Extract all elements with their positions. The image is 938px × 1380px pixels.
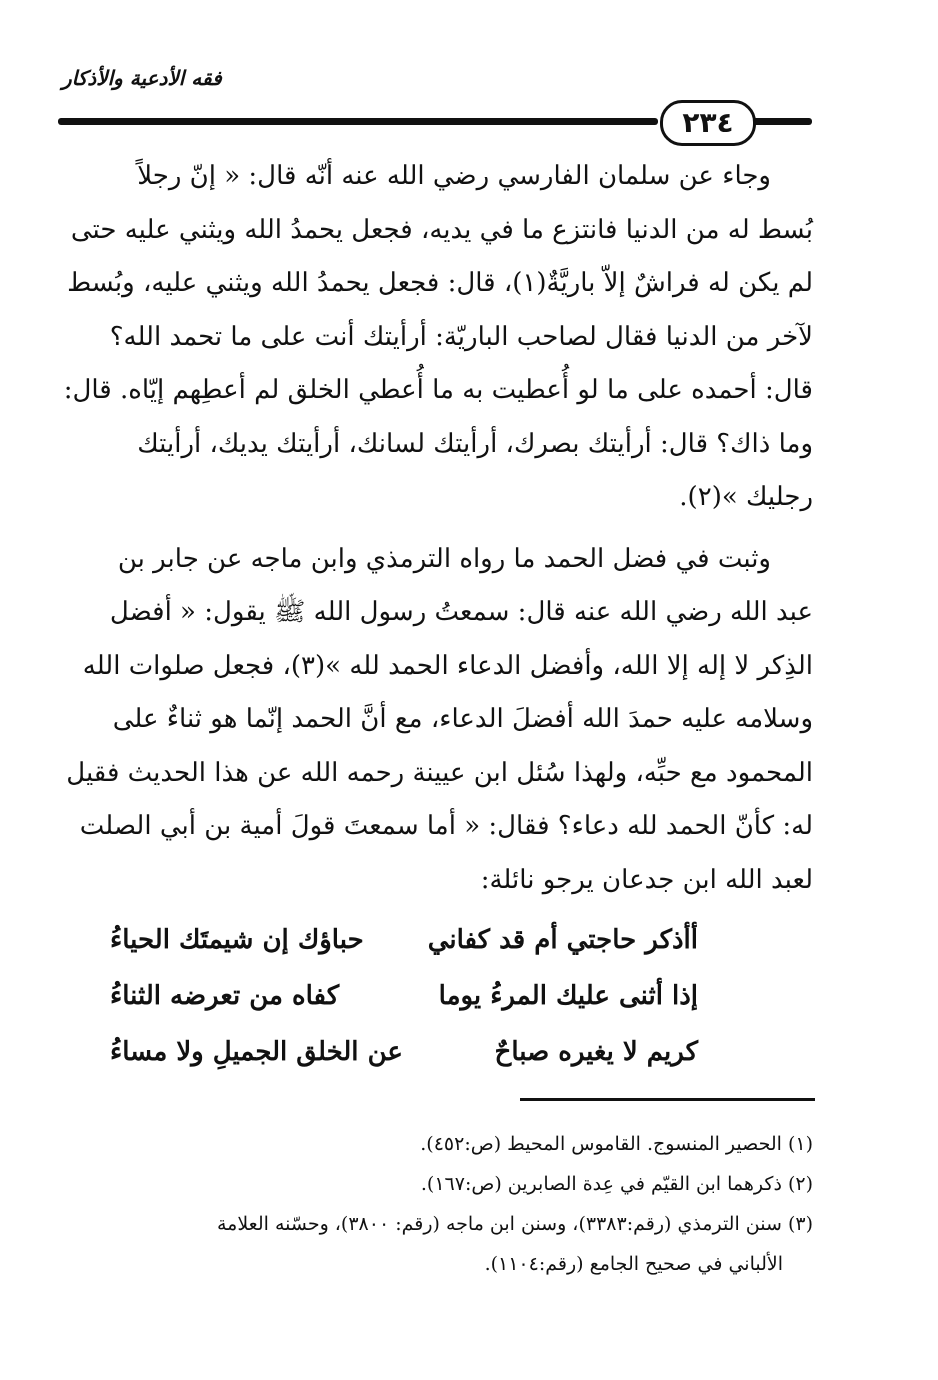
poem-verse xyxy=(110,968,698,1024)
footnote-continuation: الألباني في صحيح الجامع (رقم:١١٠٤). xyxy=(484,1253,783,1275)
footnote: (١) الحصير المنسوج. القاموس المحيط (ص:٤٥٢). xyxy=(420,1133,813,1155)
text-line: عبد الله رضي الله عنه قال: سمعتُ رسول الله ﷺ يقول: « أفضل xyxy=(109,597,813,627)
text-line: الذِكر لا إله إلا الله، وأفضل الدعاء الحمد لله »(٣)، فجعل صلوات الله xyxy=(82,650,813,681)
poem-verse xyxy=(110,1024,698,1080)
footnote-separator xyxy=(520,1098,815,1101)
header-rule-right xyxy=(752,118,812,125)
verse-second-hemistich: عن الخلق الجميلِ ولا مساءُ xyxy=(110,1037,403,1067)
text-line: وما ذاك؟ قال: أرأيتك بصرك، أرأيتك لسانك، أرأيتك يديك، أرأيتك xyxy=(137,428,813,459)
text-line: لم يكن له فراشٌ إلاّ باريَّةٌ(١)، قال: فجعل يحمدُ الله ويثني عليه، وبُسط xyxy=(67,268,813,298)
verse-first-hemistich: أأذكر حاجتي أم قد كفاني xyxy=(427,925,698,955)
footnote: (٣) سنن الترمذي (رقم:٣٣٨٣)، وسنن ابن ماجه (رقم: ٣٨٠٠)، وحسّنه العلامة xyxy=(216,1213,813,1235)
main-text xyxy=(55,150,813,907)
poem xyxy=(110,912,698,1080)
text-line: المحمود مع حبِّه، ولهذا سُئل ابن عيينة رحمه الله عن هذا الحديث فقيل xyxy=(66,757,813,788)
text-line: قال: أحمده على ما لو أُعطيت به ما أُعطي الخلق لم أعطِهم إيّاه. قال: xyxy=(63,375,813,405)
footnotes xyxy=(55,1124,813,1284)
verse-first-hemistich: إذا أثنى عليك المرءُ يوما xyxy=(438,981,698,1011)
text-line: رجليك »(٢). xyxy=(679,482,813,512)
text-line: بُسط له من الدنيا فانتزع ما في يديه، فجعل يحمدُ الله ويثني عليه حتى xyxy=(70,214,813,245)
text-line: وثبت في فضل الحمد ما رواه الترمذي وابن ماجه عن جابر بن xyxy=(117,543,771,574)
text-line: وسلامه عليه حمدَ الله أفضلَ الدعاء، مع أنَّ الحمد إنّما هو ثناءٌ على xyxy=(112,704,813,734)
poem-verse xyxy=(110,912,698,968)
text-line: لآخر من الدنيا فقال لصاحب الباريّة: أرأيتك أنت على ما تحمد الله؟ xyxy=(109,321,813,352)
verse-first-hemistich: كريم لا يغيره صباحٌ xyxy=(494,1037,698,1067)
text-line: لعبد الله ابن جدعان يرجو نائلة: xyxy=(480,864,813,895)
page-number: ٢٣٤ xyxy=(660,100,756,146)
running-title: فقه الأدعية والأذكار xyxy=(62,66,222,90)
text-line: وجاء عن سلمان الفارسي رضي الله عنه أنّه قال: « إنّ رجلاً xyxy=(137,161,771,191)
footnote: (٢) ذكرهما ابن القيّم في عِدة الصابرين (ص:١٦٧). xyxy=(420,1173,813,1195)
verse-second-hemistich: حباؤك إن شيمتَك الحياءُ xyxy=(110,925,364,955)
text-line: له: كأنّ الحمد لله دعاء؟ فقال: « أما سمعتَ قولَ أمية بن أبي الصلت xyxy=(79,811,813,841)
header-rule-left xyxy=(58,118,658,125)
verse-second-hemistich: كفاه من تعرضه الثناءُ xyxy=(110,981,340,1011)
